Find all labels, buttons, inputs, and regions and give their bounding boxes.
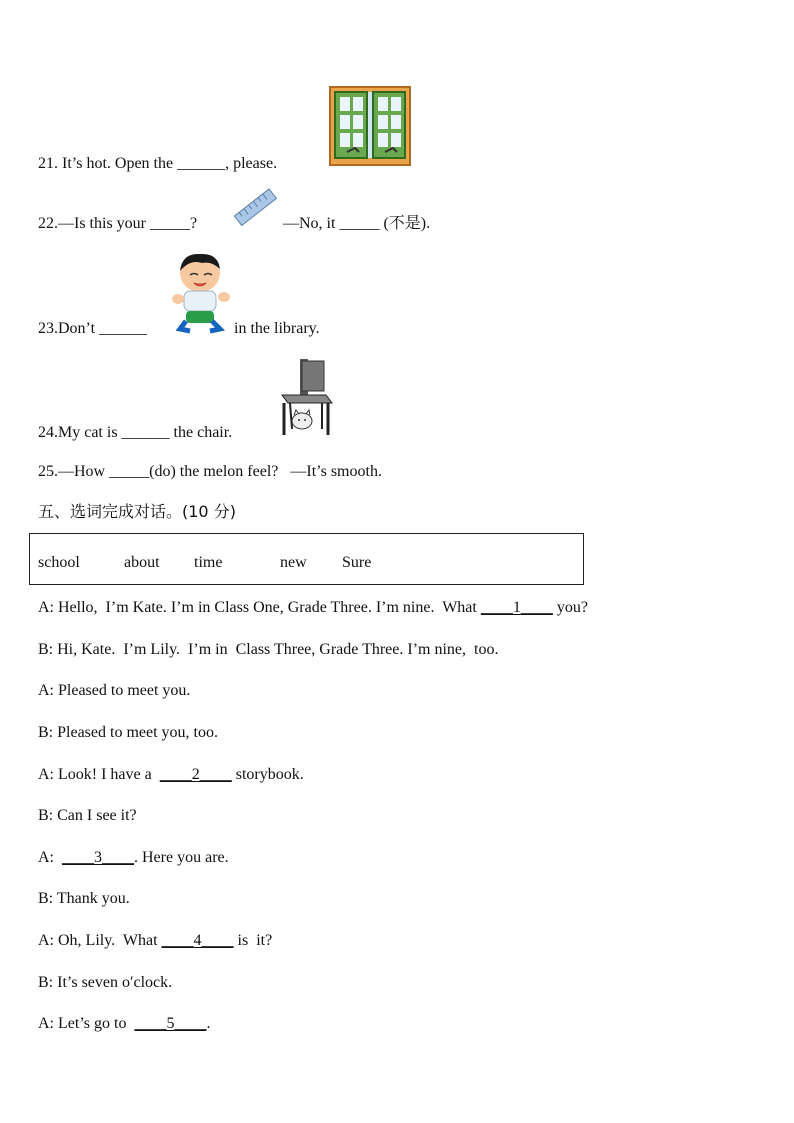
blank-2: ____2____ <box>159 766 232 783</box>
question-22: 22.—Is this your _____? <box>38 215 198 232</box>
dialogue-line: A: ____3____. Here you are. <box>38 849 229 866</box>
running-boy-icon <box>168 251 232 335</box>
word-bank-item: school <box>38 554 80 571</box>
word-bank-item: time <box>194 554 223 571</box>
blank-3: ____3____ <box>62 849 134 866</box>
ruler-icon <box>232 186 280 230</box>
question-24: 24.My cat is ______ the chair. <box>38 424 233 441</box>
blank-5: ____5____ <box>134 1015 207 1032</box>
dialogue-line: A: Let’s go to ____5____. <box>38 1015 211 1032</box>
dialogue-line: A: Hello, I’m Kate. I’m in Class One, Grade Three. I’m nine. What ____1____ you? <box>38 599 588 616</box>
dialogue-line: B: Thank you. <box>38 890 130 907</box>
question-23-tail: in the library. <box>234 320 320 337</box>
window-icon <box>329 86 411 166</box>
chair-with-cat-icon <box>278 357 334 437</box>
dialogue-line: B: Hi, Kate. I’m Lily. I’m in Class Three, Grade Three. I’m nine, too. <box>38 641 499 658</box>
dialogue-line: A: Oh, Lily. What ____4____ is it? <box>38 932 273 949</box>
question-25: 25.—How _____(do) the melon feel? —It’s smooth. <box>38 463 382 480</box>
question-23: 23.Don’t ______ <box>38 320 148 337</box>
dialogue-line: B: Can I see it? <box>38 807 137 824</box>
section-heading: 五、选词完成对话。(10 分) <box>38 502 236 521</box>
dialogue-line: B: Pleased to meet you, too. <box>38 724 218 741</box>
word-bank-item: new <box>280 554 307 571</box>
question-21: 21. It’s hot. Open the ______, please. <box>38 155 278 172</box>
dialogue-line: A: Pleased to meet you. <box>38 682 191 699</box>
dialogue-line: A: Look! I have a ____2____ storybook. <box>38 766 304 783</box>
word-bank <box>29 533 584 585</box>
blank-1: ____1____ <box>480 599 553 616</box>
blank-4: ____4____ <box>161 932 234 949</box>
word-bank-item: Sure <box>342 554 372 571</box>
question-22-answer: —No, it _____ (不是). <box>283 215 431 232</box>
word-bank-item: about <box>124 554 160 571</box>
dialogue-line: B: It’s seven o′clock. <box>38 974 173 991</box>
